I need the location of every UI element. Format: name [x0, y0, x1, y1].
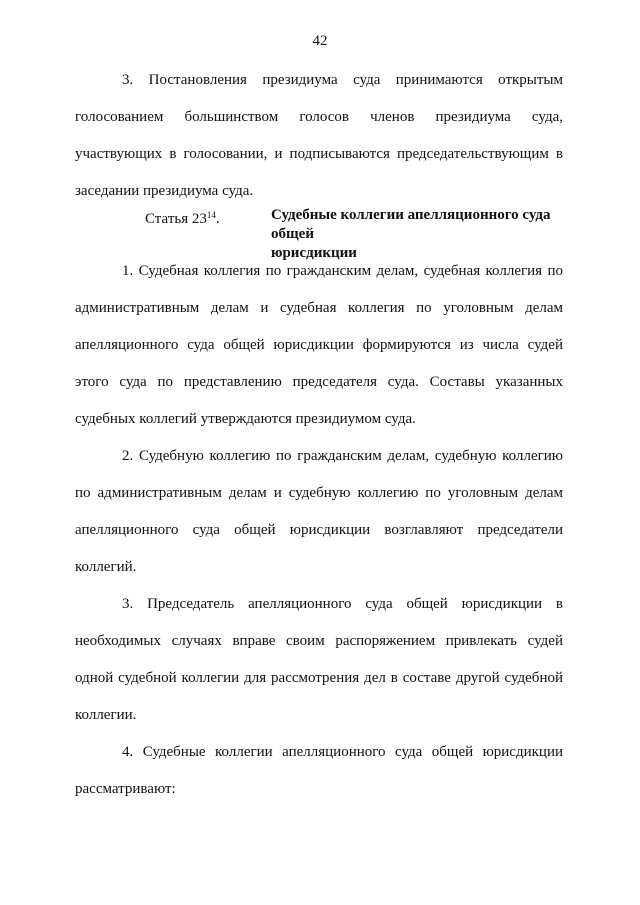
paragraph-judge-assignment: 3. Председатель апелляционного суда общей юрисдикции в необходимых случаях вправе своим распоряжением привлекать судей одной судебной коллегии для рассмотрения дел в составе другой судебной коллегии.: [75, 596, 563, 723]
page-number: 42: [312, 33, 328, 49]
paragraph-presidium-resolutions: 3. Постановления президиума суда принимаются открытым голосованием большинством голосов членов президиума суда, участвующих в голосовании, и подписываются председательствующим в заседании президиума суда.: [75, 72, 563, 199]
article-number: [145, 206, 220, 229]
article-superscript: 14: [206, 210, 216, 220]
article-suffix: .: [215, 211, 220, 227]
paragraph-block-1: [75, 62, 563, 210]
article-label: Статья 23: [145, 211, 207, 227]
article-title-line-2: юрисдикции: [271, 245, 357, 261]
paragraph-block-2: [75, 253, 563, 808]
paragraph-collegia-review: 4. Судебные коллегии апелляционного суда общей юрисдикции рассматривают:: [75, 744, 563, 797]
paragraph-collegia-formation: 1. Судебная коллегия по гражданским делам, судебная коллегия по административным делам и судебная коллегия по уголовным делам апелляционного суда общей юрисдикции формируются из числа судей этого суда по представлению председателя суда. Составы указанных судебных коллегий утверждаются президиумом суда.: [75, 263, 563, 427]
article-title-line-1: Судебные коллегии апелляционного суда общей: [271, 207, 551, 242]
paragraph-collegia-heads: 2. Судебную коллегию по гражданским делам, судебную коллегию по административным делам и судебную коллегию по уголовным делам апелляционного суда общей юрисдикции возглавляют председатели коллегий.: [75, 448, 563, 575]
